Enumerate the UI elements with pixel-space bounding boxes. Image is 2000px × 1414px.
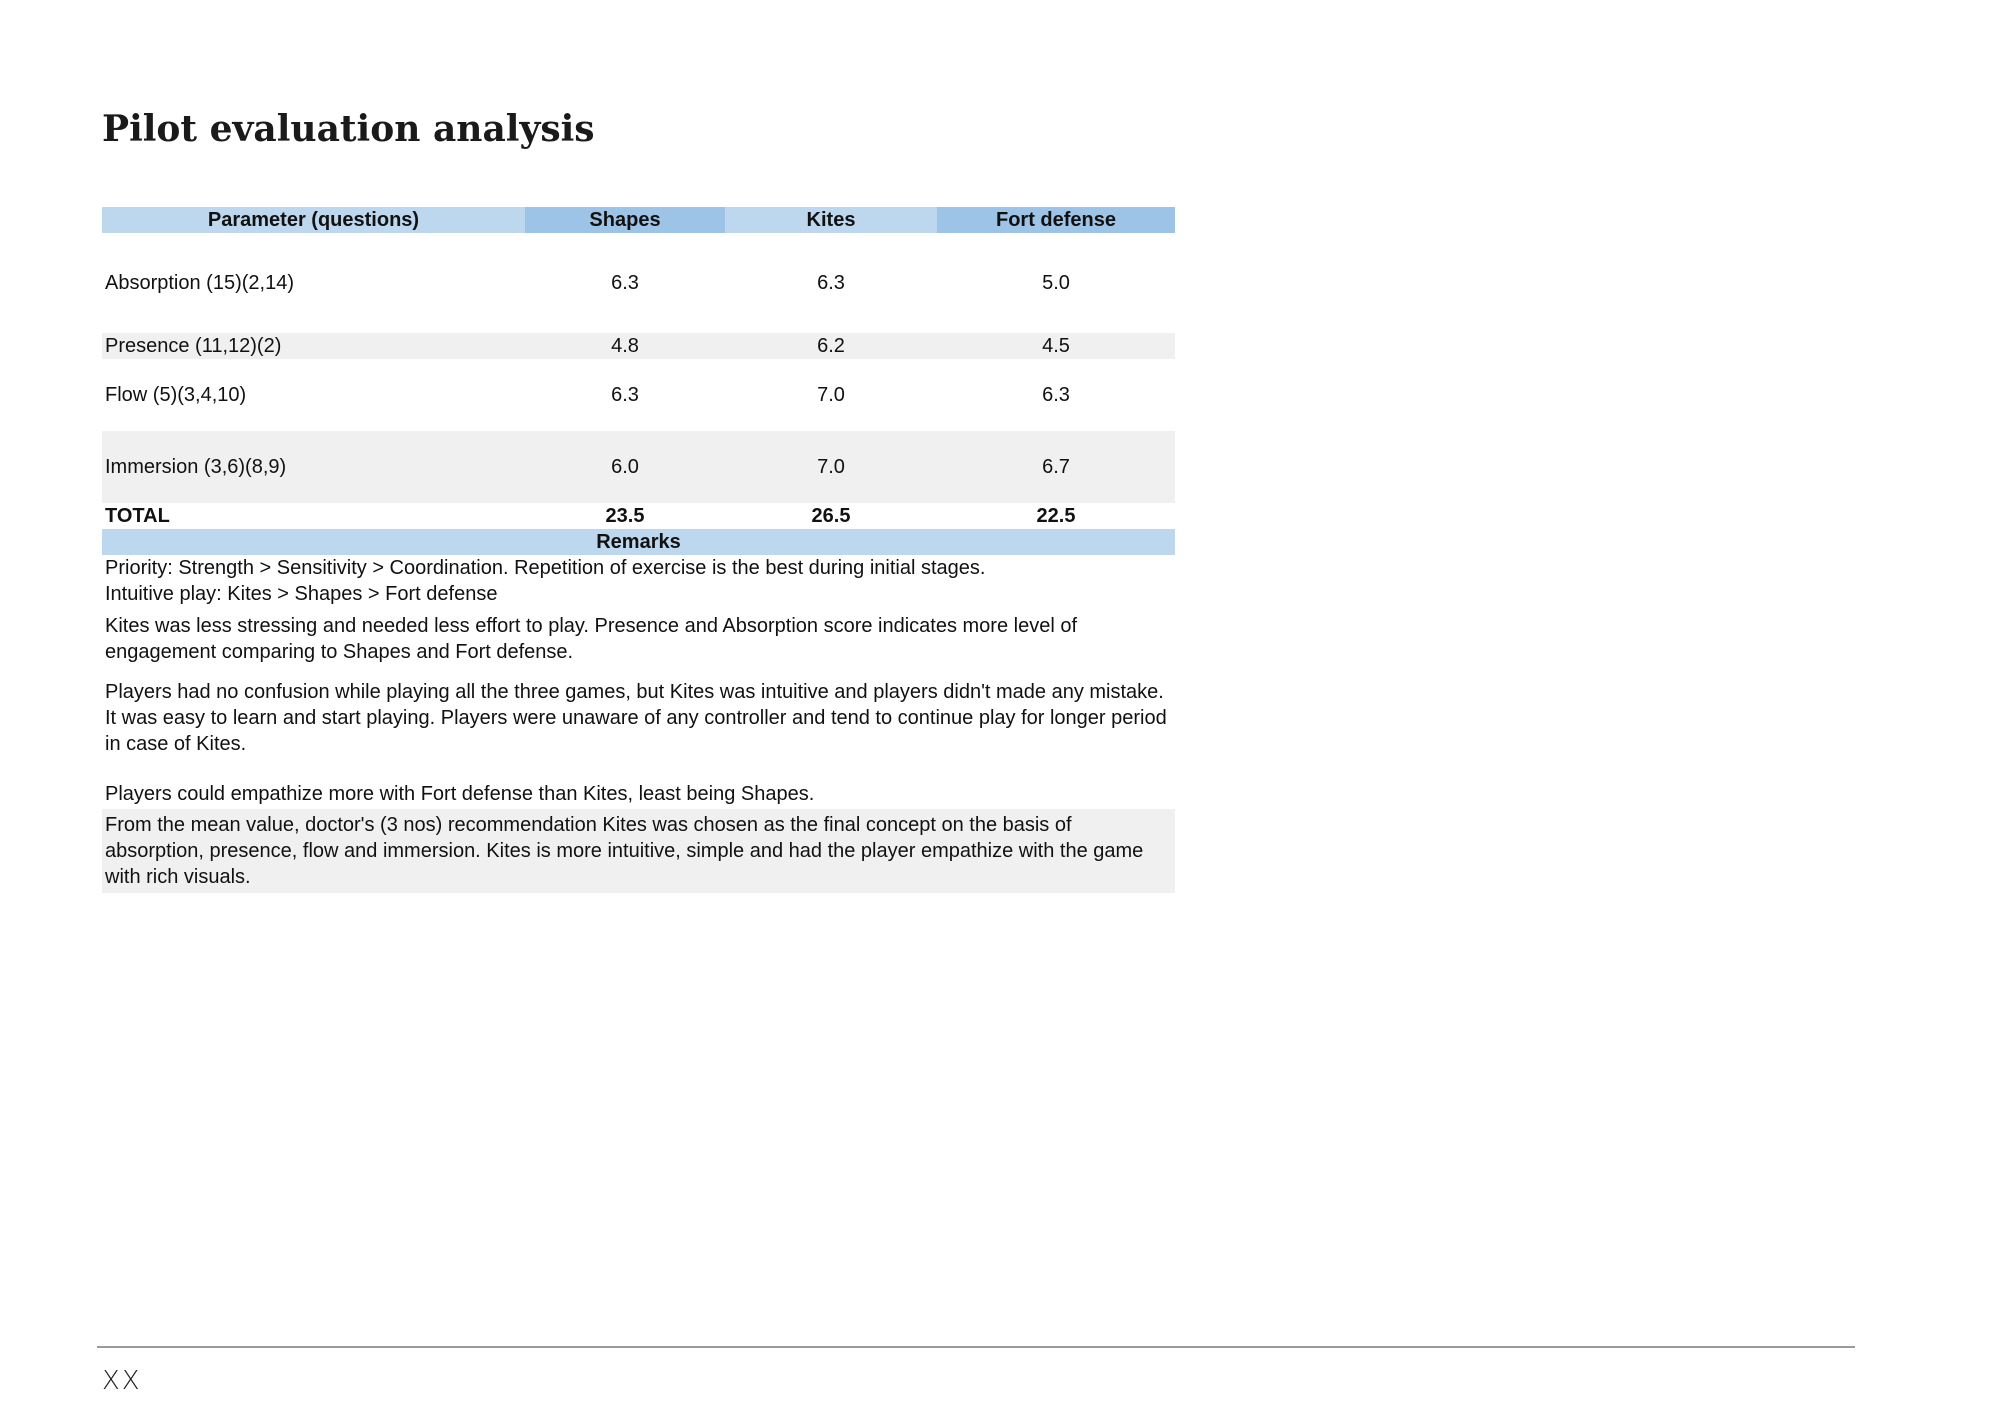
remark-text: Players could empathize more with Fort defense than Kites, least being Shapes. [105, 783, 815, 805]
total-row [102, 503, 1175, 529]
header-fort-defense: Fort defense [937, 207, 1175, 233]
remark-text: Priority: Strength > Sensitivity > Coordination. Repetition of exercise is the best during initial stages. [105, 557, 986, 579]
row-parameter: Immersion (3,6)(8,9) [102, 431, 525, 503]
page-number: XX [102, 1366, 142, 1396]
remark-row [102, 555, 1175, 607]
row-fort-defense-value: 6.3 [937, 359, 1175, 431]
remark-priority [102, 555, 1175, 607]
total-fort-defense-value: 22.5 [937, 503, 1175, 529]
row-fort-defense-value: 5.0 [937, 233, 1175, 333]
header-kites: Kites [725, 207, 937, 233]
page-title: Pilot evaluation analysis [102, 108, 595, 150]
remark-row [102, 607, 1175, 671]
table-row [102, 233, 1175, 333]
row-parameter: Absorption (15)(2,14) [102, 233, 525, 333]
remark-row [102, 809, 1175, 893]
row-parameter: Flow (5)(3,4,10) [102, 359, 525, 431]
row-shapes-value: 6.3 [525, 233, 725, 333]
remark-row [102, 765, 1175, 809]
remark-text: Intuitive play: Kites > Shapes > Fort defense [105, 583, 498, 605]
table-header-row [102, 207, 1175, 233]
remark-text: Players had no confusion while playing all the three games, but Kites was intuitive and players didn't made any mistake. It was easy to learn and start playing. Players were unaware of any controller and tend to continue play for longer period in case of Kites. [105, 681, 1167, 755]
total-shapes-value: 23.5 [525, 503, 725, 529]
row-kites-value: 7.0 [725, 359, 937, 431]
remarks-heading: Remarks [102, 529, 1175, 555]
evaluation-table [102, 207, 1175, 893]
row-kites-value: 7.0 [725, 431, 937, 503]
header-parameter: Parameter (questions) [102, 207, 525, 233]
remarks-header-row [102, 529, 1175, 555]
total-label: TOTAL [102, 503, 525, 529]
row-kites-value: 6.3 [725, 233, 937, 333]
footer-divider [97, 1346, 1855, 1348]
row-shapes-value: 4.8 [525, 333, 725, 359]
row-parameter: Presence (11,12)(2) [102, 333, 525, 359]
row-shapes-value: 6.3 [525, 359, 725, 431]
table-row [102, 431, 1175, 503]
table-row [102, 359, 1175, 431]
header-shapes: Shapes [525, 207, 725, 233]
row-fort-defense-value: 6.7 [937, 431, 1175, 503]
table-row [102, 333, 1175, 359]
remark-row [102, 671, 1175, 765]
remark-text: Kites was less stressing and needed less effort to play. Presence and Absorption score indicates more level of engagement comparing to Shapes and Fort defense. [105, 615, 1078, 663]
row-fort-defense-value: 4.5 [937, 333, 1175, 359]
row-shapes-value: 6.0 [525, 431, 725, 503]
total-kites-value: 26.5 [725, 503, 937, 529]
row-kites-value: 6.2 [725, 333, 937, 359]
remark-text: From the mean value, doctor's (3 nos) recommendation Kites was chosen as the final concept on the basis of absorption, presence, flow and immersion. Kites is more intuitive, simple and had the player empathize with the game with rich visuals. [102, 809, 1175, 893]
